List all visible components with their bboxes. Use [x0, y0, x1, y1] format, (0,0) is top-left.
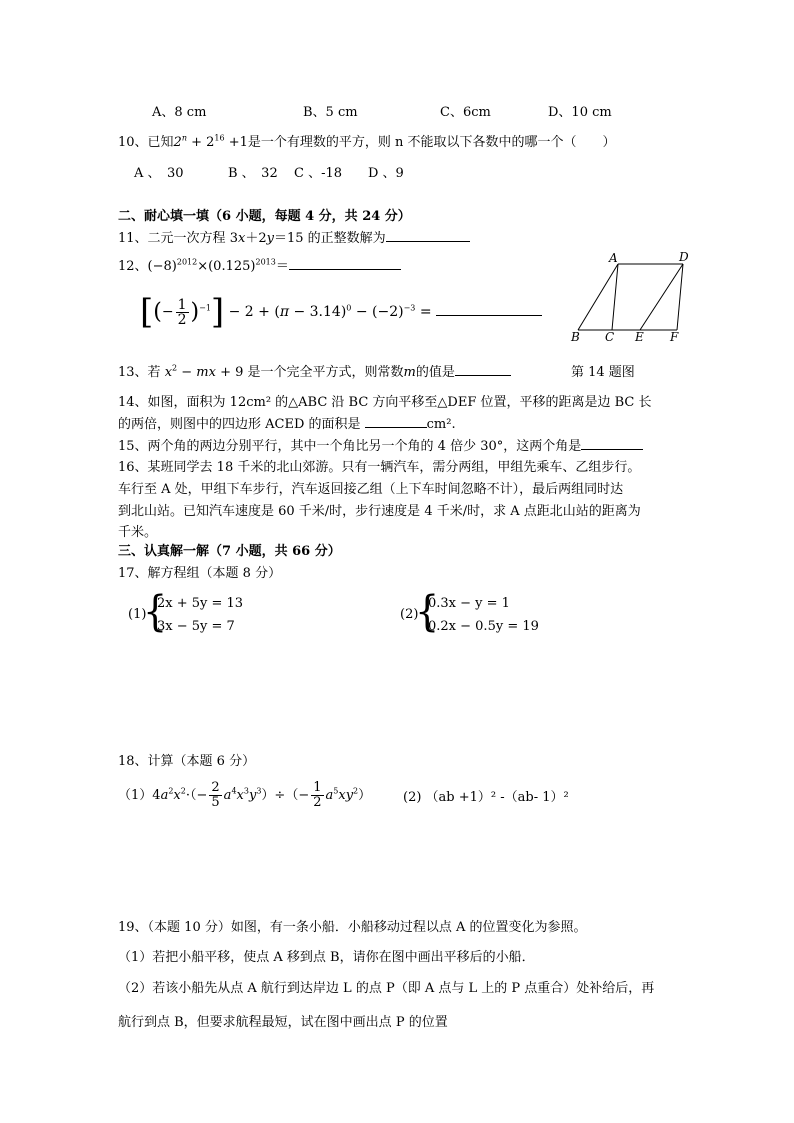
q14-answer-blank[interactable]: [365, 415, 427, 428]
q11-formula: 3x＋2y: [229, 231, 274, 246]
fig14-label-f: F: [670, 330, 679, 344]
q18-part-2: (2) （ab +1）² -（ab- 1）²: [403, 790, 569, 805]
q19-line-2: （1）若把小船平移，使点 A 移到点 B，请你在图中画出平移后的小船．: [118, 950, 535, 965]
q17-part-2-brace: {: [415, 586, 440, 636]
q9-option-d: D、10 cm: [548, 105, 612, 120]
question-10: [118, 131, 616, 150]
q17-part-1-brace: {: [143, 586, 168, 636]
q14-line-2: [118, 413, 456, 432]
fig14-edge-ac: [612, 264, 618, 330]
q12-label: 12、: [118, 259, 148, 274]
q10-option-a: A 、 30: [134, 166, 184, 181]
question-12: [118, 255, 401, 274]
q10-option-c: C 、-18: [294, 166, 343, 181]
q19-line-3: （2）若该小船先从点 A 航行到达岸边 L 的点 P（即 A 点与 L 上的 P 点重合）处补给后，再: [118, 981, 655, 996]
q11-answer-blank[interactable]: [386, 229, 470, 242]
q11-text-pre: 11、二元一次方程: [118, 231, 230, 246]
q16-line-4: 千米。: [118, 525, 158, 540]
q13-text-tail: 的值是: [415, 365, 455, 380]
question-13: 13、若 $x^2$ − mx + 9 是一个完全平方式，则常数m的值是: [118, 361, 511, 380]
figure-14: [565, 250, 695, 345]
q13-answer-blank[interactable]: [455, 363, 511, 376]
q13-text-post: 是一个完全平方式，则常数: [243, 365, 404, 380]
q17-part-1-label: (1): [128, 607, 147, 622]
q17-part-2-label: (2): [400, 607, 419, 622]
q12-answer-blank-2[interactable]: [436, 303, 542, 316]
fig14-edge-de: [640, 264, 683, 330]
q17-title: 17、解方程组（本题 8 分）: [118, 566, 282, 581]
q12-formula-2: [(− $\frac{1}{2}$ )$^{-1}] - 2 + (\pi - 3.14)^0 - (-2)^{-3}$ =: [140, 292, 542, 332]
q10-prefix: 10、已知: [118, 135, 174, 150]
q10-option-d: D 、9: [368, 166, 404, 181]
q15-answer-blank[interactable]: [581, 437, 643, 450]
q9-option-b: B、5 cm: [303, 105, 358, 120]
q17-part-2-eq-2: 0.2x − 0.5y = 19: [428, 619, 539, 634]
q9-option-a: A、8 cm: [152, 105, 207, 120]
q17-part-2-eq-1: 0.3x − y = 1: [428, 596, 510, 611]
q19-line-4: 航行到点 B，但要求航程最短，试在图中画出点 P 的位置: [118, 1015, 448, 1030]
q14-line-2-post: cm².: [426, 417, 456, 432]
section-3-title: 三、认真解一解（7 小题，共 66 分）: [118, 544, 341, 559]
fig14-edge-ab: [578, 264, 618, 330]
fig14-edge-df: [677, 264, 683, 330]
q16-line-2: 车行至 A 处，甲组下车步行，汽车返回接乙组（上下车时间忽略不计），最后两组同时达: [118, 482, 624, 497]
question-15: [118, 435, 643, 454]
fig14-label-d: D: [679, 250, 689, 264]
fig14-label-e: E: [635, 330, 644, 344]
q9-option-c: C、6cm: [440, 105, 491, 120]
q14-line-1: 14、如图，面积为 12cm² 的△ABC 沿 BC 方向平移至△DEF 位置，平移的距离是边 BC 长: [118, 395, 652, 410]
fig14-label-b: B: [571, 330, 580, 344]
question-11: [118, 227, 470, 246]
fig14-label-c: C: [605, 330, 615, 344]
section-2-title: 二、耐心填一填（6 小题，每题 4 分，共 24 分）: [118, 209, 411, 224]
q12-answer-blank-1[interactable]: [289, 257, 401, 270]
q15-text: 15、两个角的两边分别平行，其中一个角比另一个角的 4 倍少 30°，这两个角是: [118, 439, 582, 454]
q12-formula-1: $(-8)^{2012}\times(0.125)^{2013}=$: [147, 257, 289, 274]
q18-title: 18、计算（本题 6 分）: [118, 754, 256, 769]
q17-part-1-eq-1: 2x + 5y = 13: [157, 596, 244, 611]
q13-formula: $x^2$ − mx + 9: [164, 363, 244, 380]
q18-part-1: [118, 781, 371, 810]
q13-text: 13、若: [118, 365, 165, 380]
q16-line-3: 到北山站。已知汽车速度是 60 千米/时，步行速度是 4 千米/时，求 A 点距北山站的距离为: [118, 504, 641, 519]
q18-part-1-label: （1）: [118, 788, 153, 803]
fig14-caption: 第 14 题图: [571, 365, 635, 380]
q10-formula: $2^n + 2^{16} +1$: [173, 133, 248, 150]
q10-option-b: B 、 32: [228, 166, 278, 181]
q11-text-post: ＝15 的正整数解为: [273, 231, 386, 246]
q14-line-2-pre: 的两倍，则图中的四边形 ACED 的面积是: [118, 417, 365, 432]
fig14-label-a: A: [609, 251, 618, 265]
q17-part-1-eq-2: 3x − 5y = 7: [157, 619, 235, 634]
q18-part-1-formula: $4a^2x^2\cdot(-$ $\frac{2}{5}$ $a^4x^3y^3)\div(-$ $\frac{1}{2}$ $a^5xy^2$）: [152, 780, 372, 810]
q19-line-1: 19、（本题 10 分）如图，有一条小船．小船移动过程以点 A 的位置变化为参照。: [118, 920, 587, 935]
q10-suffix: 是一个有理数的平方，则 n 不能取以下各数中的哪一个（ ）: [247, 135, 616, 150]
q16-line-1: 16、某班同学去 18 千米的北山郊游。只有一辆汽车，需分两组，甲组先乘车、乙组步行。: [118, 460, 641, 475]
